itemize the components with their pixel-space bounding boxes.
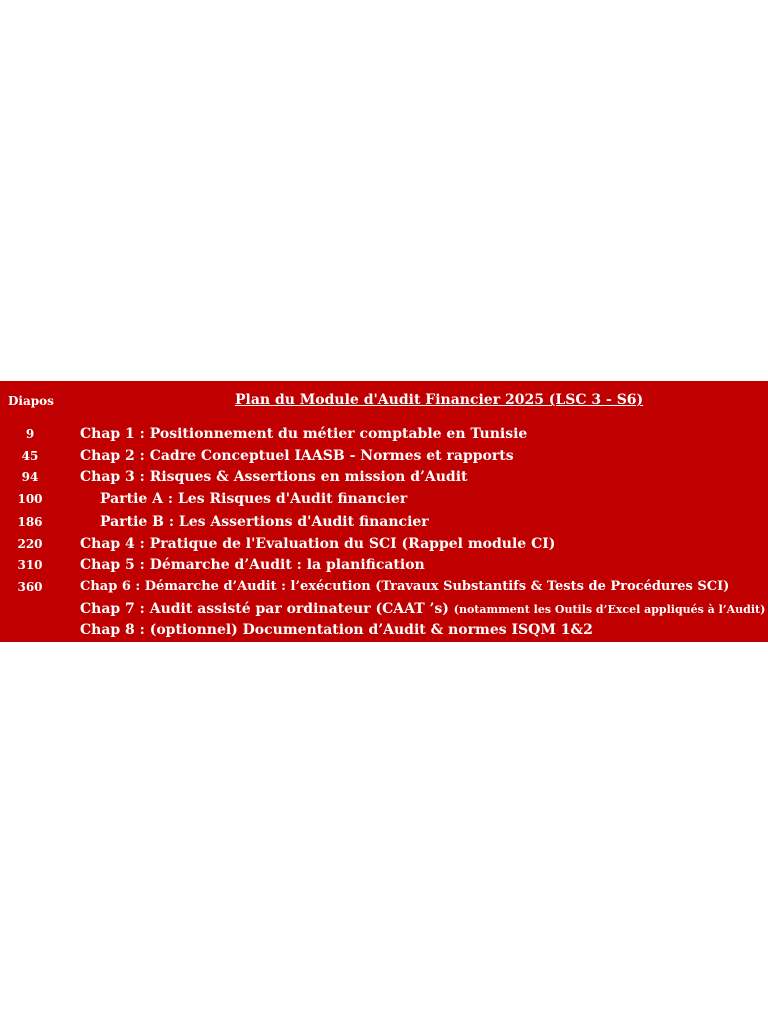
plan-row — [0, 512, 768, 532]
slide-number: 186 — [17, 515, 43, 529]
plan-row — [0, 599, 768, 619]
slide-number: 220 — [17, 537, 43, 551]
plan-title: Plan du Module d'Audit Financier 2025 (LSC 3 - S6) — [235, 392, 644, 408]
plan-row — [0, 555, 768, 575]
slide-number: 360 — [17, 580, 43, 594]
diapos-column-header: Diapos — [8, 394, 54, 408]
part-label: Partie B : Les Assertions d'Audit financier — [100, 514, 429, 530]
course-plan-banner — [0, 381, 768, 642]
chapter-label: Chap 2 : Cadre Conceptuel IAASB - Normes et rapports — [80, 448, 514, 464]
chapter-label: Chap 3 : Risques & Assertions en mission d’Audit — [80, 469, 468, 485]
chapter-label: Chap 5 : Démarche d’Audit : la planification — [80, 557, 425, 573]
slide-number: 9 — [25, 427, 35, 441]
chapter-label: Chap 8 : (optionnel) Documentation d’Audit & normes ISQM 1&2 — [80, 622, 593, 638]
slide-number: 310 — [17, 558, 43, 572]
slide-number: 94 — [21, 470, 39, 484]
plan-row — [0, 467, 768, 487]
slide-number: 100 — [17, 492, 43, 506]
plan-row — [0, 620, 768, 640]
chapter-title: Chap 7 : Audit assisté par ordinateur (CAAT ’s) — [80, 601, 449, 617]
plan-row — [0, 534, 768, 554]
slide-number: 45 — [21, 449, 39, 463]
chapter-label: Chap 4 : Pratique de l'Evaluation du SCI (Rappel module CI) — [80, 536, 556, 552]
chapter-label — [80, 599, 765, 620]
plan-row — [0, 577, 768, 597]
chapter-note: (notamment les Outils d’Excel appliqués à l’Audit) — [453, 603, 766, 616]
chapter-label: Chap 1 : Positionnement du métier comptable en Tunisie — [80, 426, 528, 442]
chapter-label: Chap 6 : Démarche d’Audit : l’exécution (Travaux Substantifs & Tests de Procédures SCI) — [80, 579, 730, 594]
part-label: Partie A : Les Risques d'Audit financier — [100, 491, 408, 507]
plan-row — [0, 424, 768, 444]
plan-row — [0, 489, 768, 509]
plan-row — [0, 446, 768, 466]
